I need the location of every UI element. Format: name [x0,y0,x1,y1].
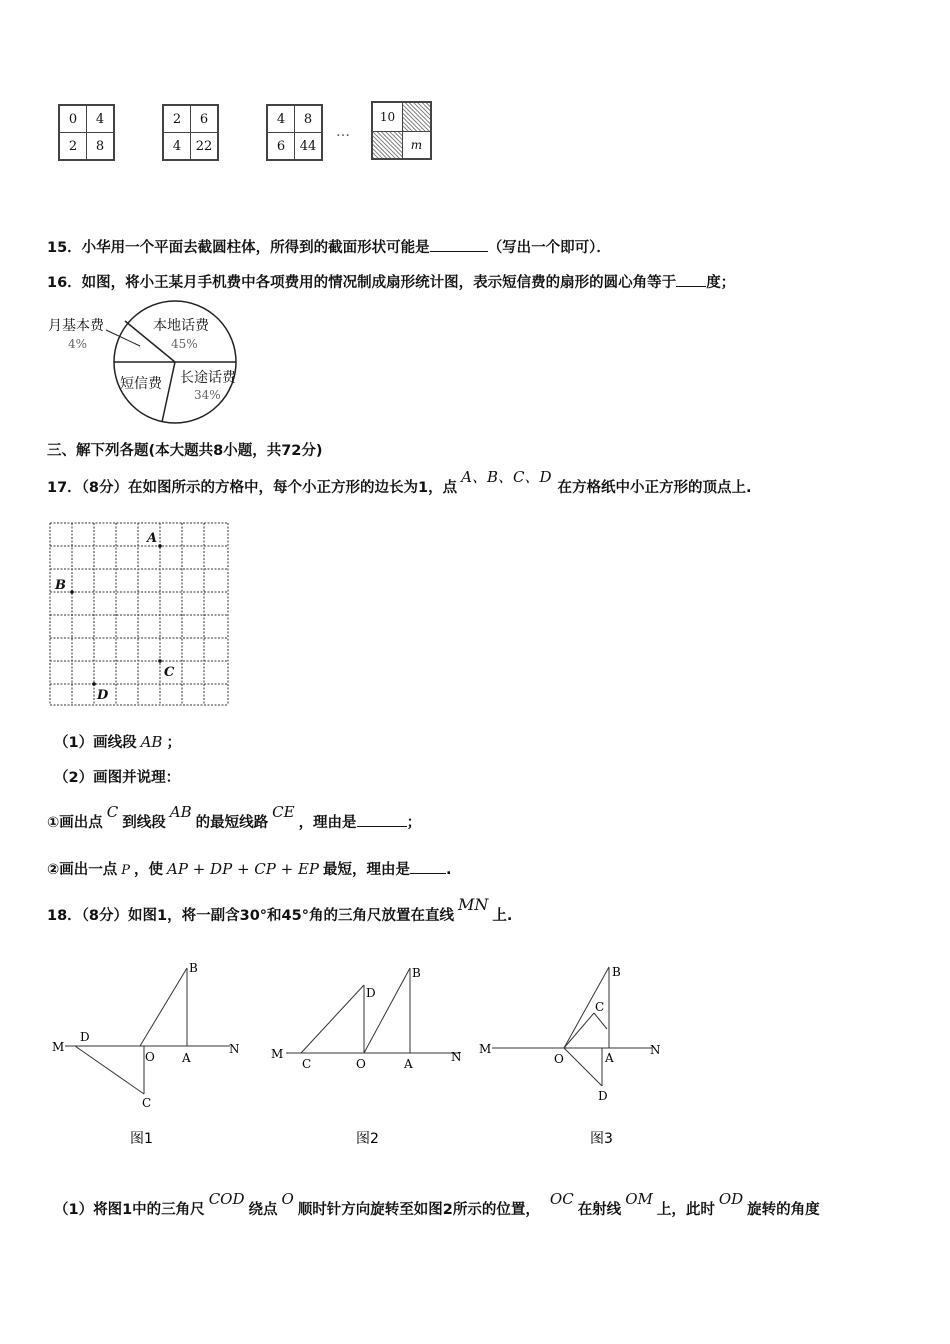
number-grid-1 [58,104,115,161]
grid-cell: 6 [276,138,286,154]
q17-2b-math: P [121,863,131,878]
ellipsis: … [336,124,350,140]
fig1-label-b: B [189,961,198,975]
q17-2a-text: ； [406,815,422,831]
q17-2b-text: . [446,862,452,878]
pie-pct-monthly: 4% [68,337,88,351]
fig3-label-o: O [554,1052,564,1066]
q17-1-tail: ； [166,735,181,751]
fig2-label-c: C [302,1057,312,1071]
fig2-label-o: O [356,1057,366,1071]
fig2-label-a: A [404,1057,413,1071]
q18-math: MN [457,895,489,914]
fig2-label-n: N [451,1050,462,1064]
question-15-tail: （写出一个即可）． [487,240,611,256]
question-18-tail: 上. [492,908,513,924]
pie-label-long: 长途话费 [180,370,236,386]
grid-cell: m [410,138,423,152]
question-18 [47,895,513,925]
fig3-label-c: C [595,1000,605,1014]
q17-2a-text: 到线段 [122,815,166,831]
pie-label-local: 本地话费 [153,318,209,334]
question-17-text: 17．（8分）在如图所示的方格中，每个小正方形的边长为1，点 [47,480,458,496]
q18-1-text: 旋转的角度 [747,1202,820,1218]
q18-1-text: 顺时针方向旋转至如图2所示的位置， [297,1202,540,1218]
grid-cell: 4 [95,111,105,127]
fig1-label-n: N [229,1042,240,1056]
answer-blank [430,239,488,252]
q18-1-text: 上，此时 [656,1202,715,1218]
fig1-label-a: A [182,1051,191,1065]
q17-1-text: （1）画线段 [54,735,137,751]
fig2-label-d: D [366,986,376,1000]
pie-pointer [106,330,140,346]
q17-2a-math: CE [272,803,295,821]
q18-1-math: OC [549,1190,574,1208]
fig3-label-n: N [650,1043,661,1057]
fig1-label-o: O [145,1050,155,1064]
q17-1-math: AB [140,733,163,751]
point-a-dot [158,544,162,548]
question-17-1 [54,731,181,752]
q18-1-math: OM [625,1190,653,1208]
fig1-caption: 图1 [130,1131,153,1147]
fig3-label-a: A [605,1051,614,1065]
question-16-text: 16．如图，将小王某月手机费中各项费用的情况制成扇形统计图，表示短信费的扇形的圆心角等于 [47,275,677,291]
q17-2a-text: 的最短线路 [195,815,269,831]
point-d-label: D [97,688,109,703]
pie-chart-figure [40,300,250,430]
hatched-cell [373,132,402,158]
point-c-label: C [164,665,175,680]
grid-cell: 4 [276,111,286,127]
q17-2b-math: AP + DP + CP + EP [167,860,320,878]
point-c-dot [158,659,162,663]
q18-1-text: （1）将图1中的三角尺 [54,1202,205,1218]
grid-cell: 8 [303,111,313,127]
grid-cell: 0 [68,111,78,127]
question-15 [47,236,611,257]
q18-1-math: O [281,1190,294,1208]
number-grid-2 [162,104,219,161]
question-18-1 [54,1190,820,1219]
q17-2a-math: C [106,803,119,821]
grid-cell: 22 [195,138,213,154]
figure-2 [268,955,478,1155]
fig2-label-m: M [271,1047,284,1061]
grid-cell: 4 [172,138,182,154]
q18-1-text: 绕点 [248,1202,278,1218]
question-18-text: 18．（8分）如图1，将一副含30°和45°角的三角尺放置在直线 [47,908,454,924]
fig2-caption: 图2 [356,1131,379,1147]
pie-divider [162,362,175,422]
grid-cell: 6 [199,111,209,127]
pie-label-sms: 短信费 [120,376,162,392]
grid-cell: 10 [379,110,396,124]
pie-label-monthly: 月基本费 [48,318,104,334]
question-15-text: 15．小华用一个平面去截圆柱体，所得到的截面形状可能是 [47,240,430,256]
fig3-label-m: M [479,1042,492,1056]
number-grid-3 [266,104,323,161]
fig2-label-b: B [412,966,421,980]
q17-2b-text: ②画出一点 [47,862,118,878]
grid-cell: 44 [299,138,317,154]
fig1-label-c: C [142,1096,152,1110]
question-16-tail: 度； [706,275,736,291]
grid-lines [50,523,228,705]
q17-2b-text: ，使 [134,862,164,878]
answer-blank [410,861,446,874]
question-16 [47,271,735,292]
point-b-label: B [55,578,66,593]
grid-cell: 8 [95,138,105,154]
point-b-dot [70,590,74,594]
q18-1-math: COD [208,1190,245,1208]
hatched-cell [403,103,430,131]
point-list: A、B、C、D [461,468,552,486]
q17-2a-text: ，理由是 [298,815,357,831]
question-17-suffix: 在方格纸中小正方形的顶点上. [557,480,752,496]
pie-pct-local: 45% [171,337,198,351]
question-17-2: （2）画图并说理： [54,770,181,786]
question-17-2a [47,803,422,832]
q18-1-text: 在射线 [577,1202,622,1218]
figure-1 [45,955,255,1155]
figure-3 [474,955,684,1155]
question-17-2b [47,858,452,879]
q17-2b-text: 最短，理由是 [323,862,411,878]
q17-2a-math: AB [169,803,192,821]
pie-pct-long: 34% [194,388,221,402]
number-grid-4 [371,101,432,160]
fig3-label-d: D [598,1089,608,1103]
square-grid-figure [45,518,235,710]
point-a-label: A [147,531,158,546]
q17-2a-text: ①画出点 [47,815,103,831]
fig1-label-d: D [80,1030,90,1044]
fig3-label-b: B [612,965,621,979]
point-d-dot [92,682,96,686]
fig1-label-m: M [52,1040,65,1054]
grid-cell: 2 [172,111,182,127]
q18-1-math: OD [718,1190,744,1208]
section-3-heading: 三、解下列各题(本大题共8小题，共72分) [47,443,323,459]
fig3-caption: 图3 [590,1131,613,1147]
grid-cell: 2 [68,138,78,154]
answer-blank [676,274,706,287]
answer-blank [357,814,407,827]
question-17 [47,468,752,497]
